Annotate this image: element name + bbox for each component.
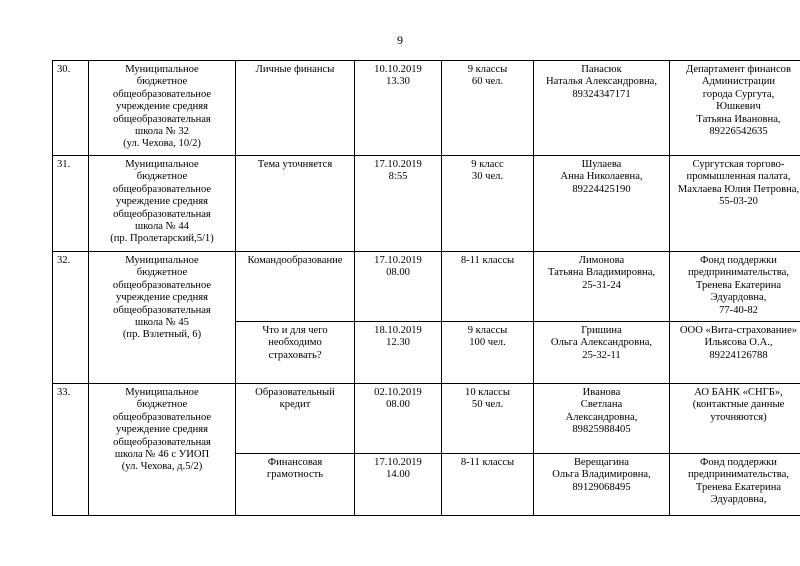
partner-cell-line: 77-40-82 xyxy=(719,304,758,316)
contact-cell-line: Панасюк xyxy=(581,64,622,75)
contact-cell xyxy=(534,252,670,322)
partner-cell xyxy=(670,61,800,156)
topic-cell xyxy=(236,454,355,516)
events-table xyxy=(52,60,800,516)
topic-cell-line: Что и для чего xyxy=(262,325,328,336)
school-cell-line: общеобразовательная xyxy=(113,208,211,220)
school-cell-line: бюджетное xyxy=(136,76,188,88)
partner-cell-line: Эдуардовна, xyxy=(710,292,767,304)
school-cell-line: школа № 32 xyxy=(135,126,189,138)
partner-cell-line: города Сургута, xyxy=(702,88,775,100)
partner-cell-line: Юшкевич xyxy=(716,101,761,113)
topic-cell-line: необходимо xyxy=(268,337,322,349)
contact-cell xyxy=(534,322,670,384)
school-cell-line: общеобразовательная xyxy=(113,113,211,125)
school-cell-line: учреждение средняя xyxy=(115,196,209,208)
participants-cell xyxy=(442,252,534,322)
school-cell-line: бюджетное xyxy=(136,399,188,411)
partner-cell-line: 55-03-20 xyxy=(719,196,758,208)
contact-cell-line: Светлана xyxy=(580,399,623,411)
date-cell-line: 08.00 xyxy=(386,399,410,411)
participants-cell xyxy=(442,454,534,516)
school-cell-line: общеобразовательное xyxy=(112,88,212,100)
row-number: 33. xyxy=(53,384,89,516)
page-number: 9 xyxy=(397,33,403,47)
school-cell-line: (пр. Пролетарский,5/1) xyxy=(110,233,214,245)
contact-cell xyxy=(534,156,670,252)
contact-cell-line: Ольга Владимировна, xyxy=(552,469,651,481)
participants-cell-line: 8-11 классы xyxy=(460,457,515,468)
school-cell-line: (ул. Чехова, д.5/2) xyxy=(121,461,203,473)
participants-cell xyxy=(442,61,534,156)
partner-cell-line: Фонд поддержки xyxy=(700,457,777,468)
topic-cell-line: грамотность xyxy=(266,469,324,481)
participants-cell xyxy=(442,384,534,454)
partner-cell-line: Администрации xyxy=(701,76,776,88)
table-row xyxy=(53,252,800,322)
school-cell-line: общеобразовательная xyxy=(113,304,211,316)
school-cell-line: общеобразовательное xyxy=(112,411,212,423)
contact-cell xyxy=(534,454,670,516)
topic-cell-line: кредит xyxy=(279,399,311,411)
partner-cell-line: Департамент финансов xyxy=(686,64,791,75)
partner-cell-line: уточняются) xyxy=(710,411,767,423)
participants-cell-line: 50 чел. xyxy=(471,399,504,411)
school-cell-line: общеобразовательная xyxy=(113,436,211,448)
school-cell-line: школа № 45 xyxy=(135,317,189,329)
topic-cell xyxy=(236,384,355,454)
contact-cell-line: Ольга Александровна, xyxy=(550,337,653,349)
participants-cell-line: 8-11 классы xyxy=(460,255,515,266)
school-cell xyxy=(89,252,236,384)
contact-cell-line: Татьяна Владимировна, xyxy=(547,267,656,279)
participants-cell-line: 30 чел. xyxy=(471,171,504,183)
topic-cell xyxy=(236,61,355,156)
partner-cell-line: предпринимательства, xyxy=(688,469,789,481)
contact-cell-line: Гришина xyxy=(581,325,622,336)
partner-cell-line: Махлаева Юлия Петровна, xyxy=(677,183,800,195)
topic-cell-line: Образовательный xyxy=(255,387,335,398)
contact-cell xyxy=(534,61,670,156)
school-cell xyxy=(89,384,236,516)
row-number: 31. xyxy=(53,156,89,252)
participants-cell-line: 9 классы xyxy=(467,64,508,75)
contact-cell-line: 89129068495 xyxy=(572,481,631,493)
school-cell-line: Муниципальное xyxy=(125,387,199,398)
table-row xyxy=(53,156,800,252)
partner-cell-line: Эдуардовна, xyxy=(710,494,767,506)
date-cell xyxy=(355,252,442,322)
partner-cell-line: Татьяна Ивановна, xyxy=(696,113,781,125)
partner-cell-line: Фонд поддержки xyxy=(700,255,777,266)
school-cell-line: общеобразовательное xyxy=(112,183,212,195)
contact-cell-line: 89324347171 xyxy=(572,88,631,100)
table-row xyxy=(53,384,800,454)
topic-cell-line: Командообразование xyxy=(247,255,343,266)
partner-cell-line: 89226542635 xyxy=(709,126,768,138)
partner-cell xyxy=(670,322,800,384)
date-cell-line: 14.00 xyxy=(386,469,410,481)
date-cell xyxy=(355,322,442,384)
topic-cell-line: Личные финансы xyxy=(255,64,335,75)
row-number: 30. xyxy=(53,61,89,156)
participants-cell-line: 9 классы xyxy=(467,325,508,336)
topic-cell xyxy=(236,322,355,384)
partner-cell-line: Тренева Екатерина xyxy=(695,481,782,493)
school-cell xyxy=(89,156,236,252)
participants-cell xyxy=(442,322,534,384)
topic-cell-line: Тема уточняется xyxy=(257,159,333,170)
contact-cell-line: 89825988405 xyxy=(572,424,631,436)
date-cell-line: 17.10.2019 xyxy=(374,255,422,266)
school-cell-line: Муниципальное xyxy=(125,159,199,170)
partner-cell-line: предпринимательства, xyxy=(688,267,789,279)
date-cell-line: 17.10.2019 xyxy=(374,457,422,468)
date-cell-line: 10.10.2019 xyxy=(374,64,422,75)
contact-cell-line: Александровна, xyxy=(565,411,638,423)
partner-cell xyxy=(670,156,800,252)
partner-cell-line: промышленная палата, xyxy=(686,171,791,183)
participants-cell-line: 9 класс xyxy=(471,159,504,170)
date-cell xyxy=(355,384,442,454)
contact-cell-line: Анна Николаевна, xyxy=(560,171,643,183)
contact-cell-line: Иванова xyxy=(582,387,621,398)
school-cell-line: Муниципальное xyxy=(125,255,199,266)
partner-cell xyxy=(670,252,800,322)
school-cell-line: бюджетное xyxy=(136,171,188,183)
table-row xyxy=(53,61,800,156)
school-cell-line: (ул. Чехова, 10/2) xyxy=(123,138,201,150)
date-cell xyxy=(355,61,442,156)
contact-cell-line: Верещагина xyxy=(573,457,629,468)
topic-cell-line: страховать? xyxy=(268,349,322,361)
date-cell xyxy=(355,156,442,252)
school-cell-line: бюджетное xyxy=(136,267,188,279)
school-cell-line: школа № 44 xyxy=(135,221,189,233)
date-cell-line: 8:55 xyxy=(388,171,408,183)
contact-cell-line: Лимонова xyxy=(578,255,625,266)
contact-cell xyxy=(534,384,670,454)
date-cell-line: 17.10.2019 xyxy=(374,159,422,170)
participants-cell-line: 60 чел. xyxy=(471,76,504,88)
participants-cell-line: 10 классы xyxy=(465,387,510,398)
school-cell-line: Муниципальное xyxy=(125,64,199,75)
partner-cell-line: ООО «Вита-страхование» xyxy=(679,325,798,336)
date-cell-line: 08.00 xyxy=(386,267,410,279)
school-cell-line: учреждение средняя xyxy=(115,101,209,113)
participants-cell-line: 100 чел. xyxy=(469,337,506,349)
date-cell-line: 13.30 xyxy=(386,76,410,88)
school-cell-line: учреждение средняя xyxy=(115,424,209,436)
participants-cell xyxy=(442,156,534,252)
topic-cell xyxy=(236,156,355,252)
partner-cell-line: 89224126788 xyxy=(709,349,768,361)
school-cell-line: (пр. Взлетный, 6) xyxy=(122,329,202,341)
contact-cell-line: Наталья Александровна, xyxy=(545,76,657,88)
date-cell xyxy=(355,454,442,516)
date-cell-line: 12.30 xyxy=(386,337,410,349)
date-cell-line: 18.10.2019 xyxy=(374,325,422,336)
contact-cell-line: 89224425190 xyxy=(572,183,631,195)
partner-cell-line: Сургутская торгово- xyxy=(692,159,785,170)
partner-cell-line: (контактные данные xyxy=(692,399,785,411)
partner-cell xyxy=(670,384,800,454)
topic-cell xyxy=(236,252,355,322)
school-cell-line: учреждение средняя xyxy=(115,292,209,304)
contact-cell-line: 25-32-11 xyxy=(582,349,621,361)
partner-cell-line: АО БАНК «СНГБ», xyxy=(694,387,783,398)
school-cell-line: общеобразовательное xyxy=(112,279,212,291)
contact-cell-line: Шулаева xyxy=(581,159,622,170)
partner-cell-line: Ильясова О.А., xyxy=(704,337,773,349)
partner-cell-line: Тренева Екатерина xyxy=(695,279,782,291)
row-number: 32. xyxy=(53,252,89,384)
contact-cell-line: 25-31-24 xyxy=(582,279,621,291)
school-cell-line: школа № 46 с УИОП xyxy=(114,449,210,461)
partner-cell xyxy=(670,454,800,516)
topic-cell-line: Финансовая xyxy=(267,457,323,468)
school-cell xyxy=(89,61,236,156)
date-cell-line: 02.10.2019 xyxy=(374,387,422,398)
